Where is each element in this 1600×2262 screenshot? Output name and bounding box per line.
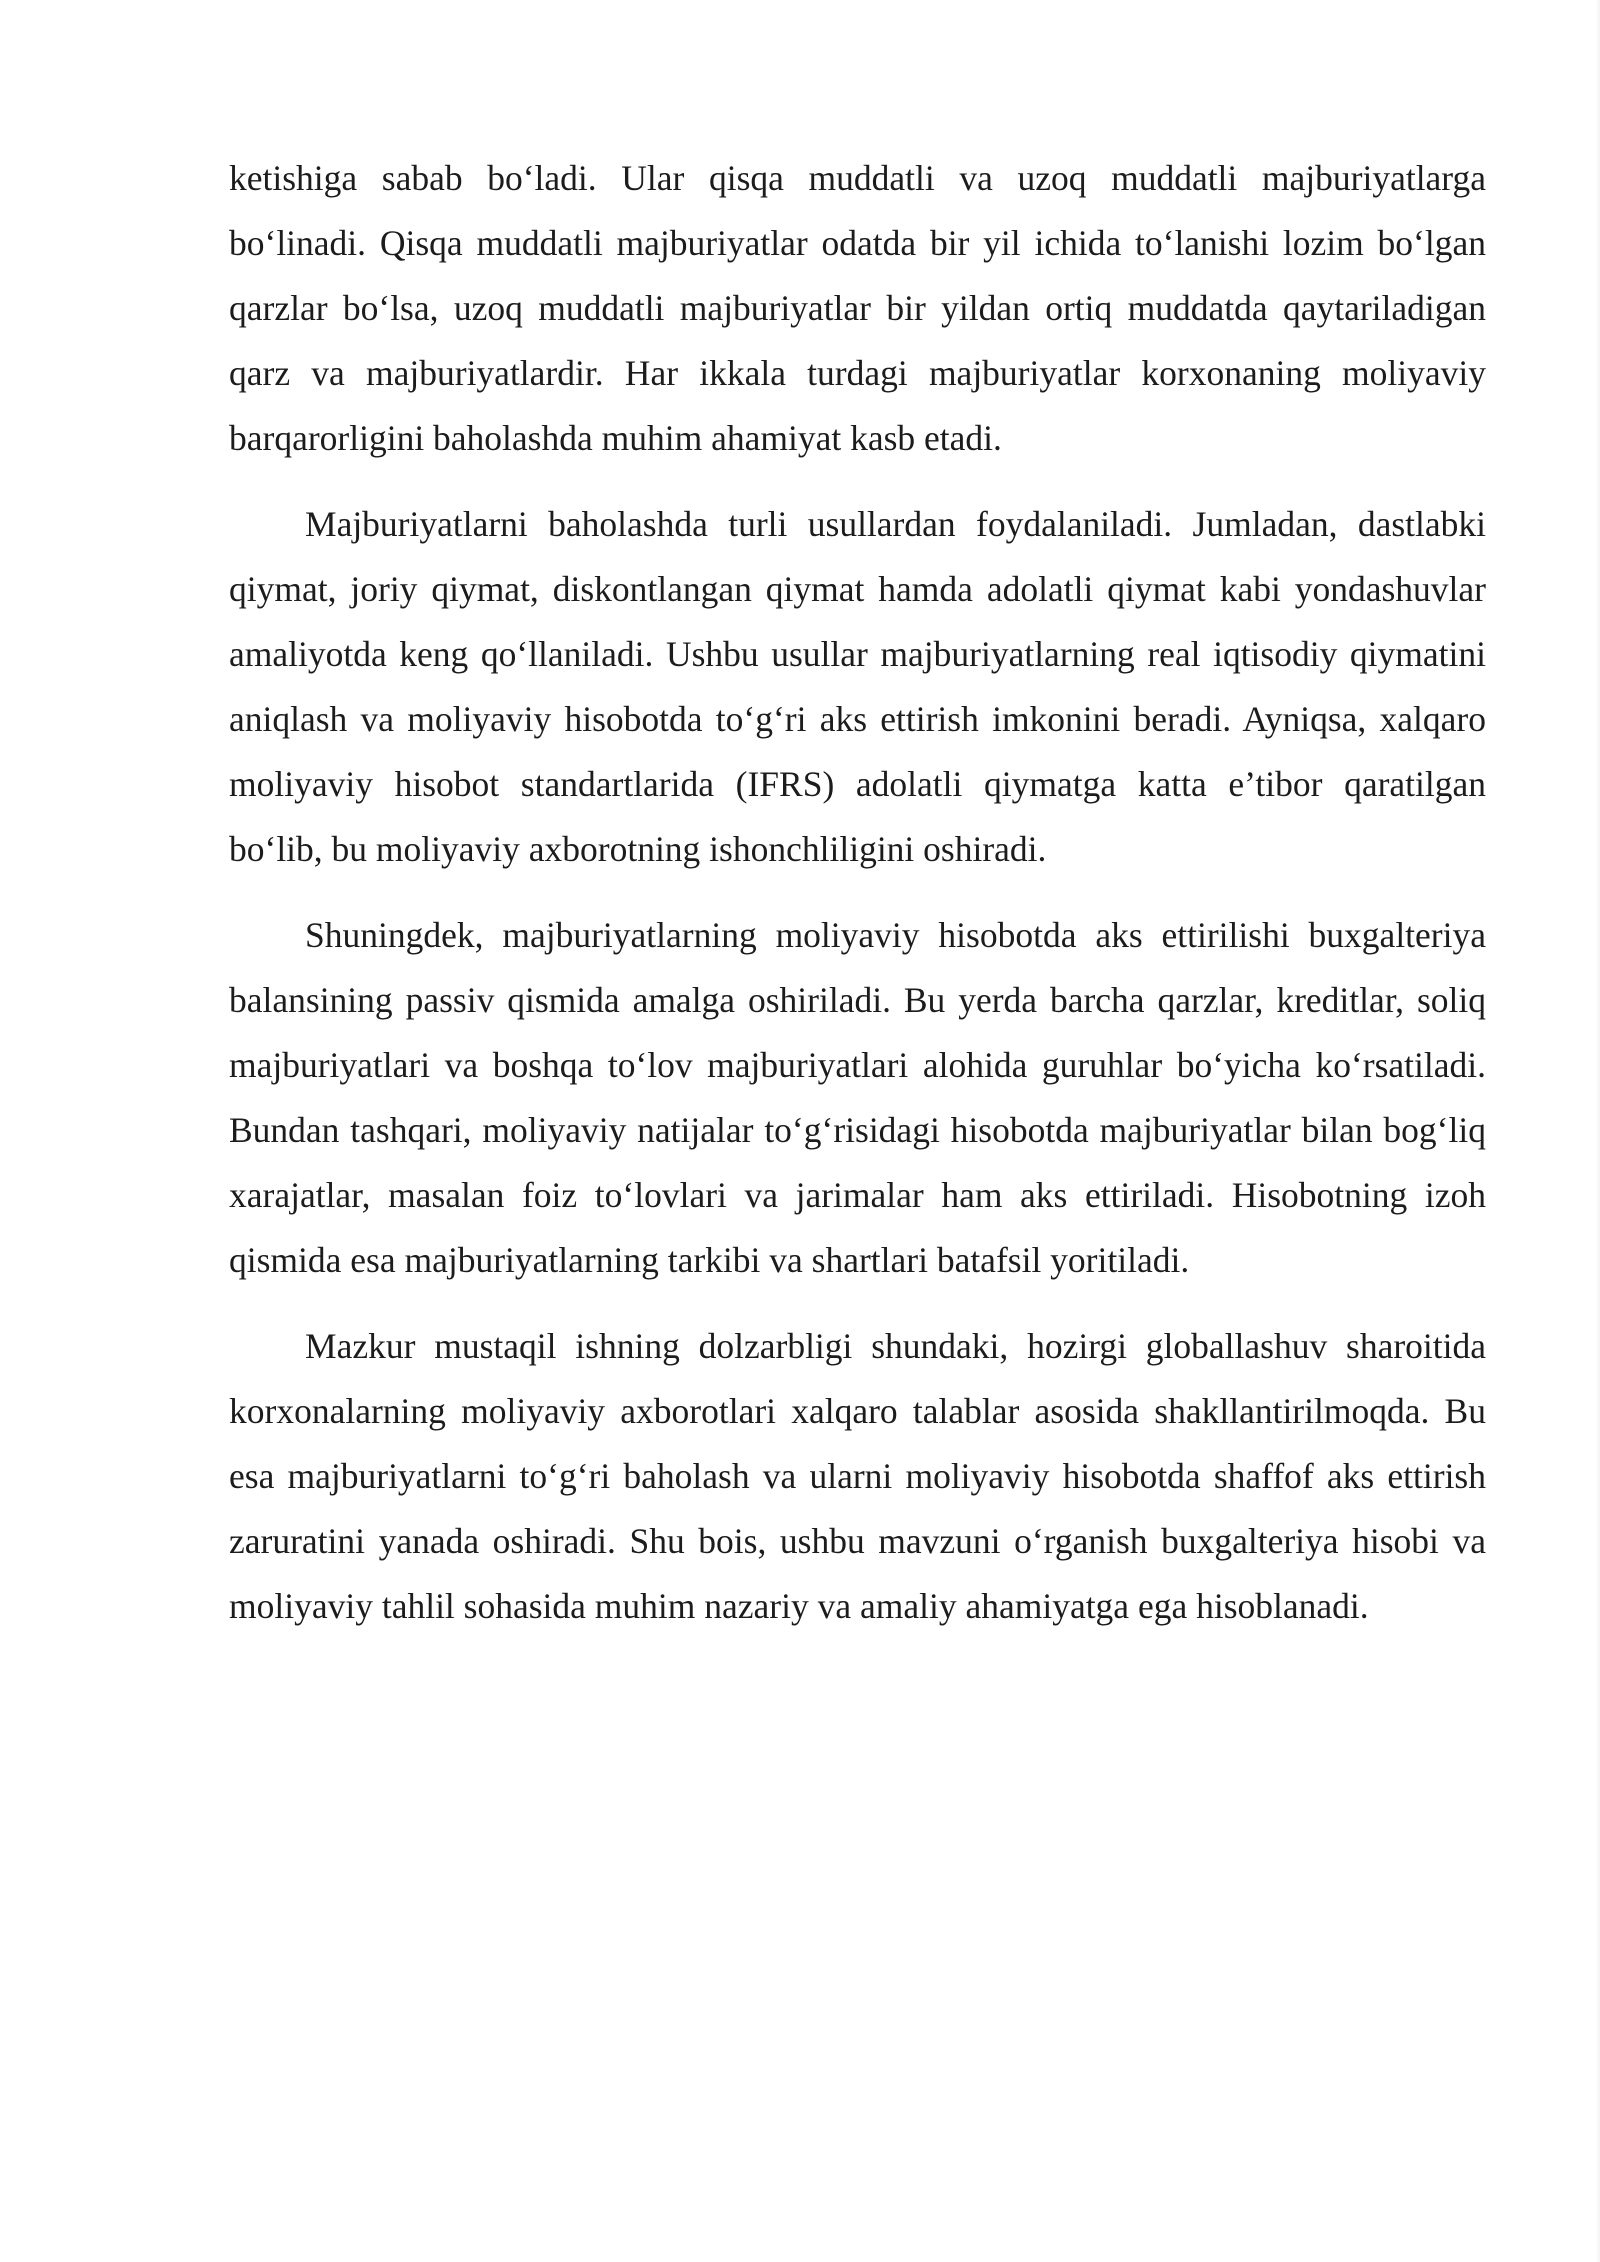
paragraph-continuation: ketishiga sabab boʻladi. Ular qisqa muddatli va uzoq muddatli majburiyatlarga boʻlinadi. Qisqa muddatli majburiyatlar odatda bir yil ichida toʻlanishi lozim boʻlgan qarzlar boʻlsa, uzoq muddatli majburiyatlar bir yildan ortiq muddatda qaytariladigan qarz va majburiyatlardir. Har ikkala turdagi majburiyatlar korxonaning moliyaviy barqarorligini baholashda muhim ahamiyat kasb etadi. xyxy=(229,158,1486,458)
paragraph-liability-valuation: Majburiyatlarni baholashda turli usullardan foydalaniladi. Jumladan, dastlabki qiymat, joriy qiymat, diskontlangan qiymat hamda adolatli qiymat kabi yondashuvlar amaliyotda keng qoʻllaniladi. Ushbu usullar majburiyatlarning real iqtisodiy qiymatini aniqlash va moliyaviy hisobotda toʻgʻri aks ettirish imkonini beradi. Ayniqsa, xalqaro moliyaviy hisobot standartlarida (IFRS) adolatli qiymatga katta e’tibor qaratilgan boʻlib, bu moliyaviy axborotning ishonchliligini oshiradi. xyxy=(229,504,1486,869)
paragraph-relevance: Mazkur mustaqil ishning dolzarbligi shundaki, hozirgi globallashuv sharoitida korxonalarning moliyaviy axborotlari xalqaro talablar asosida shakllantirilmoqda. Bu esa majburiyatlarni toʻgʻri baholash va ularni moliyaviy hisobotda shaffof aks ettirish zaruratini yanada oshiradi. Shu bois, ushbu mavzuni oʻrganish buxgalteriya hisobi va moliyaviy tahlil sohasida muhim nazariy va amaliy ahamiyatga ega hisoblanadi. xyxy=(229,1326,1486,1626)
page-edge-shadow xyxy=(1596,0,1600,2262)
paragraph-financial-reporting: Shuningdek, majburiyatlarning moliyaviy hisobotda aks ettirilishi buxgalteriya balansining passiv qismida amalga oshiriladi. Bu yerda barcha qarzlar, kreditlar, soliq majburiyatlari va boshqa toʻlov majburiyatlari alohida guruhlar boʻyicha koʻrsatiladi. Bundan tashqari, moliyaviy natijalar toʻgʻrisidagi hisobotda majburiyatlar bilan bogʻliq xarajatlar, masalan foiz toʻlovlari va jarimalar ham aks ettiriladi. Hisobotning izoh qismida esa majburiyatlarning tarkibi va shartlari batafsil yoritiladi. xyxy=(229,915,1486,1280)
body-text xyxy=(229,146,1486,1660)
